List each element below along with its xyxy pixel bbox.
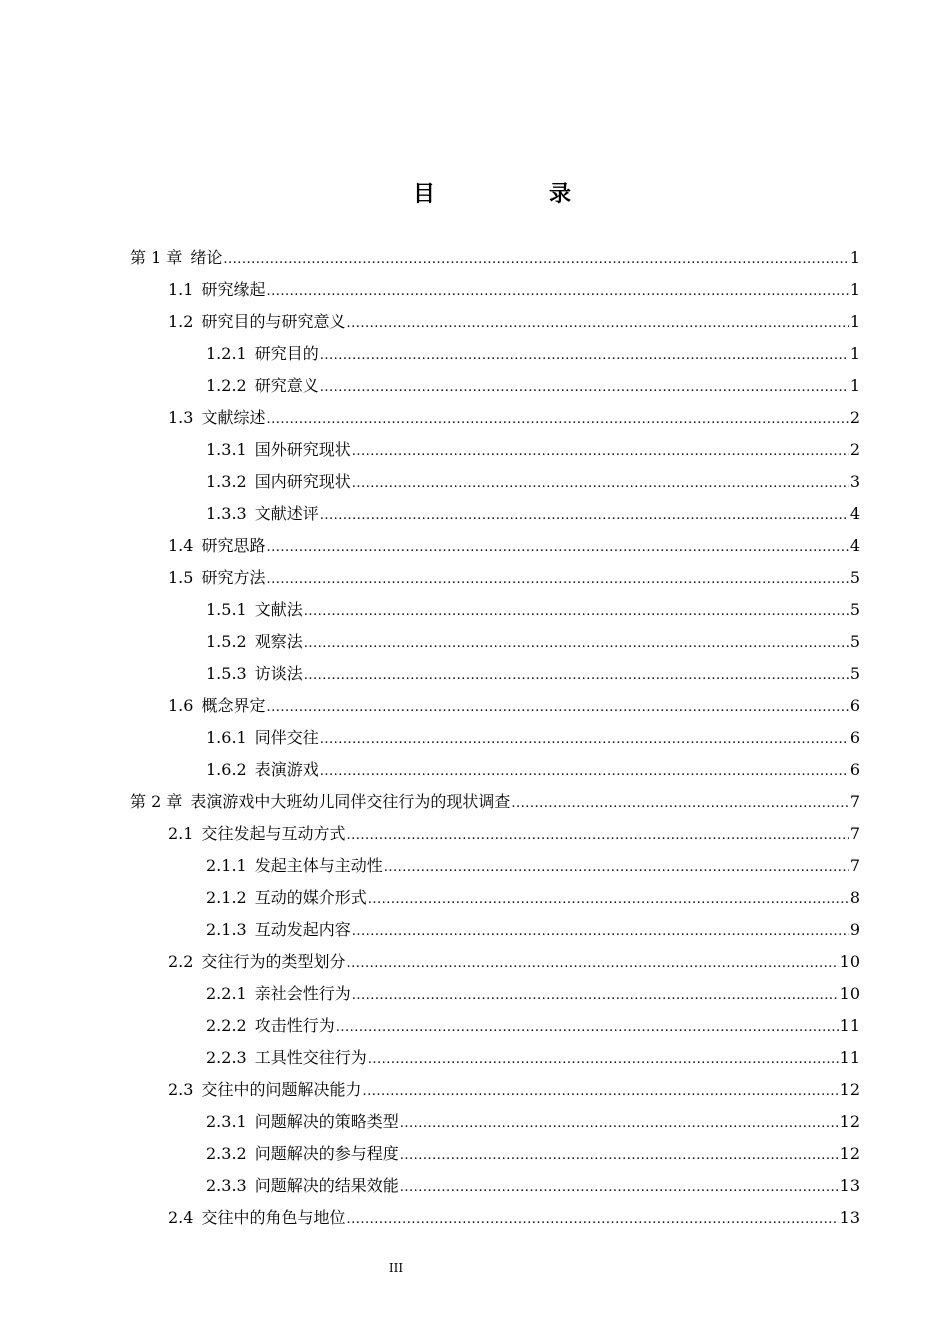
toc-dot-leader — [266, 276, 848, 308]
toc-section-entry[interactable] — [0, 1138, 950, 1170]
toc-section-entry[interactable] — [0, 402, 950, 434]
toc-entry-title: 研究意义 — [254, 376, 319, 395]
toc-section-entry[interactable] — [0, 722, 950, 754]
toc-section-entry[interactable] — [0, 466, 950, 498]
toc-entry-number: 2.1.3 — [206, 920, 247, 939]
toc-entry-page: 6 — [849, 728, 860, 747]
toc-entry-title: 互动发起内容 — [254, 920, 351, 939]
toc-entry-title: 问题解决的策略类型 — [254, 1112, 399, 1131]
toc-chapter-entry[interactable] — [0, 242, 950, 274]
toc-section-entry[interactable] — [0, 946, 950, 978]
toc-section-entry[interactable] — [0, 434, 950, 466]
toc-entry-page: 11 — [839, 1016, 860, 1035]
toc-entry-page: 12 — [839, 1080, 860, 1099]
toc-entry-page: 7 — [849, 792, 860, 811]
toc-section-entry[interactable] — [0, 690, 950, 722]
toc-entry-number: 1.6 — [168, 696, 194, 715]
toc-entry-page: 1 — [849, 376, 860, 395]
toc-entry-title: 问题解决的参与程度 — [254, 1144, 399, 1163]
toc-dot-leader — [320, 500, 849, 532]
toc-entry-page: 3 — [849, 472, 860, 491]
toc-entry-page: 10 — [839, 984, 860, 1003]
toc-entry-number: 1.5.2 — [206, 632, 247, 651]
toc-entry-title: 工具性交往行为 — [254, 1048, 367, 1067]
toc-dot-leader — [384, 852, 849, 884]
toc-entry-number: 1.2 — [168, 312, 194, 331]
toc-dot-leader — [266, 564, 848, 596]
toc-entry-page: 2 — [849, 408, 860, 427]
toc-entry-title: 亲社会性行为 — [254, 984, 351, 1003]
toc-entry-title: 交往中的角色与地位 — [201, 1208, 346, 1227]
toc-entry-page: 1 — [849, 280, 860, 299]
toc-dot-leader — [266, 404, 848, 436]
toc-entry-page: 9 — [849, 920, 860, 939]
toc-entry-page: 12 — [839, 1112, 860, 1131]
toc-entry-number: 1.1 — [168, 280, 194, 299]
toc-dot-leader — [346, 948, 838, 980]
toc-section-entry[interactable] — [0, 1106, 950, 1138]
toc-entry-title: 交往发起与互动方式 — [201, 824, 346, 843]
toc-section-entry[interactable] — [0, 626, 950, 658]
toc-entry-title: 同伴交往 — [254, 728, 319, 747]
toc-section-entry[interactable] — [0, 978, 950, 1010]
toc-entry-number: 2.1.1 — [206, 856, 247, 875]
toc-entry-number: 2.2.3 — [206, 1048, 247, 1067]
toc-dot-leader — [400, 1108, 839, 1140]
toc-entry-number: 第 1 章 — [130, 248, 183, 267]
toc-entry-title: 概念界定 — [201, 696, 266, 715]
toc-dot-leader — [346, 820, 848, 852]
toc-entry-number: 1.2.2 — [206, 376, 247, 395]
toc-entry-number: 2.3.2 — [206, 1144, 247, 1163]
toc-entry-page: 1 — [849, 312, 860, 331]
toc-entry-number: 2.4 — [168, 1208, 194, 1227]
toc-entry-number: 1.2.1 — [206, 344, 247, 363]
toc-section-entry[interactable] — [0, 498, 950, 530]
toc-section-entry[interactable] — [0, 818, 950, 850]
toc-entry-number: 2.2 — [168, 952, 194, 971]
toc-section-entry[interactable] — [0, 1074, 950, 1106]
toc-entry-number: 第 2 章 — [130, 792, 183, 811]
toc-entry-number: 1.5.3 — [206, 664, 247, 683]
toc-dot-leader — [266, 692, 848, 724]
toc-dot-leader — [368, 1044, 839, 1076]
toc-title: 目 录 — [412, 182, 617, 207]
toc-entry-number: 1.5.1 — [206, 600, 247, 619]
toc-entry-number: 2.1.2 — [206, 888, 247, 907]
toc-entry-title: 研究目的与研究意义 — [201, 312, 346, 331]
toc-section-entry[interactable] — [0, 338, 950, 370]
toc-section-entry[interactable] — [0, 1010, 950, 1042]
toc-entry-page: 6 — [849, 696, 860, 715]
toc-entry-title: 文献综述 — [201, 408, 266, 427]
toc-list — [0, 242, 950, 1234]
toc-chapter-entry[interactable] — [0, 786, 950, 818]
toc-section-entry[interactable] — [0, 914, 950, 946]
toc-entry-number: 2.3.3 — [206, 1176, 247, 1195]
toc-dot-leader — [336, 1012, 839, 1044]
toc-entry-number: 1.6.1 — [206, 728, 247, 747]
toc-dot-leader — [362, 1076, 838, 1108]
toc-dot-leader — [400, 1140, 839, 1172]
toc-entry-page: 4 — [849, 536, 860, 555]
toc-entry-title: 表演游戏中大班幼儿同伴交往行为的现状调查 — [190, 792, 511, 811]
toc-dot-leader — [346, 1204, 838, 1236]
toc-entry-title: 发起主体与主动性 — [254, 856, 383, 875]
toc-entry-title: 文献述评 — [254, 504, 319, 523]
toc-entry-page: 5 — [849, 632, 860, 651]
toc-entry-page: 2 — [849, 440, 860, 459]
toc-entry-title: 观察法 — [254, 632, 303, 651]
toc-section-entry[interactable] — [0, 1042, 950, 1074]
toc-entry-number: 2.3.1 — [206, 1112, 247, 1131]
toc-dot-leader — [511, 788, 848, 820]
toc-entry-page: 13 — [839, 1208, 860, 1227]
toc-entry-page: 1 — [849, 344, 860, 363]
toc-dot-leader — [320, 372, 849, 404]
toc-entry-number: 1.3.1 — [206, 440, 247, 459]
toc-entry-page: 4 — [849, 504, 860, 523]
toc-dot-leader — [304, 628, 849, 660]
toc-entry-page: 6 — [849, 760, 860, 779]
toc-dot-leader — [223, 244, 848, 276]
toc-entry-page: 5 — [849, 568, 860, 587]
toc-entry-title: 国外研究现状 — [254, 440, 351, 459]
toc-section-entry[interactable] — [0, 594, 950, 626]
toc-entry-title: 问题解决的结果效能 — [254, 1176, 399, 1195]
toc-entry-number: 2.2.1 — [206, 984, 247, 1003]
toc-entry-title: 研究思路 — [201, 536, 266, 555]
toc-dot-leader — [352, 916, 849, 948]
toc-entry-number: 1.4 — [168, 536, 194, 555]
toc-entry-page: 7 — [849, 824, 860, 843]
toc-entry-title: 交往中的问题解决能力 — [201, 1080, 362, 1099]
toc-dot-leader — [352, 468, 849, 500]
toc-entry-title: 访谈法 — [254, 664, 303, 683]
toc-entry-number: 1.3.2 — [206, 472, 247, 491]
toc-entry-title: 国内研究现状 — [254, 472, 351, 491]
toc-dot-leader — [352, 980, 839, 1012]
toc-dot-leader — [320, 756, 849, 788]
toc-section-entry[interactable] — [0, 1202, 950, 1234]
toc-section-entry[interactable] — [0, 562, 950, 594]
toc-entry-title: 研究目的 — [254, 344, 319, 363]
toc-entry-number: 2.3 — [168, 1080, 194, 1099]
toc-section-entry[interactable] — [0, 370, 950, 402]
toc-entry-title: 研究缘起 — [201, 280, 266, 299]
toc-entry-page: 5 — [849, 600, 860, 619]
toc-entry-number: 1.6.2 — [206, 760, 247, 779]
toc-entry-title: 文献法 — [254, 600, 303, 619]
toc-entry-page: 10 — [839, 952, 860, 971]
toc-entry-number: 1.5 — [168, 568, 194, 587]
toc-entry-page: 8 — [849, 888, 860, 907]
toc-dot-leader — [320, 340, 849, 372]
toc-section-entry[interactable] — [0, 658, 950, 690]
toc-entry-page: 12 — [839, 1144, 860, 1163]
toc-entry-page: 13 — [839, 1176, 860, 1195]
toc-section-entry[interactable] — [0, 274, 950, 306]
toc-entry-number: 1.3 — [168, 408, 194, 427]
toc-section-entry[interactable] — [0, 754, 950, 786]
toc-section-entry[interactable] — [0, 530, 950, 562]
toc-entry-title: 表演游戏 — [254, 760, 319, 779]
toc-dot-leader — [304, 660, 849, 692]
toc-section-entry[interactable] — [0, 850, 950, 882]
toc-entry-number: 2.1 — [168, 824, 194, 843]
toc-entry-title: 交往行为的类型划分 — [201, 952, 346, 971]
toc-dot-leader — [400, 1172, 839, 1204]
toc-entry-title: 绪论 — [190, 248, 223, 267]
toc-dot-leader — [304, 596, 849, 628]
page-number: III — [388, 1261, 404, 1275]
toc-entry-page: 11 — [839, 1048, 860, 1067]
toc-dot-leader — [346, 308, 848, 340]
toc-entry-number: 1.3.3 — [206, 504, 247, 523]
toc-entry-page: 1 — [849, 248, 860, 267]
toc-dot-leader — [368, 884, 849, 916]
toc-section-entry[interactable] — [0, 306, 950, 338]
toc-entry-title: 研究方法 — [201, 568, 266, 587]
toc-section-entry[interactable] — [0, 1170, 950, 1202]
toc-entry-page: 5 — [849, 664, 860, 683]
toc-entry-number: 2.2.2 — [206, 1016, 247, 1035]
toc-entry-page: 7 — [849, 856, 860, 875]
toc-dot-leader — [266, 532, 848, 564]
toc-section-entry[interactable] — [0, 882, 950, 914]
toc-entry-title: 攻击性行为 — [254, 1016, 335, 1035]
toc-dot-leader — [352, 436, 849, 468]
toc-entry-title: 互动的媒介形式 — [254, 888, 367, 907]
toc-dot-leader — [320, 724, 849, 756]
